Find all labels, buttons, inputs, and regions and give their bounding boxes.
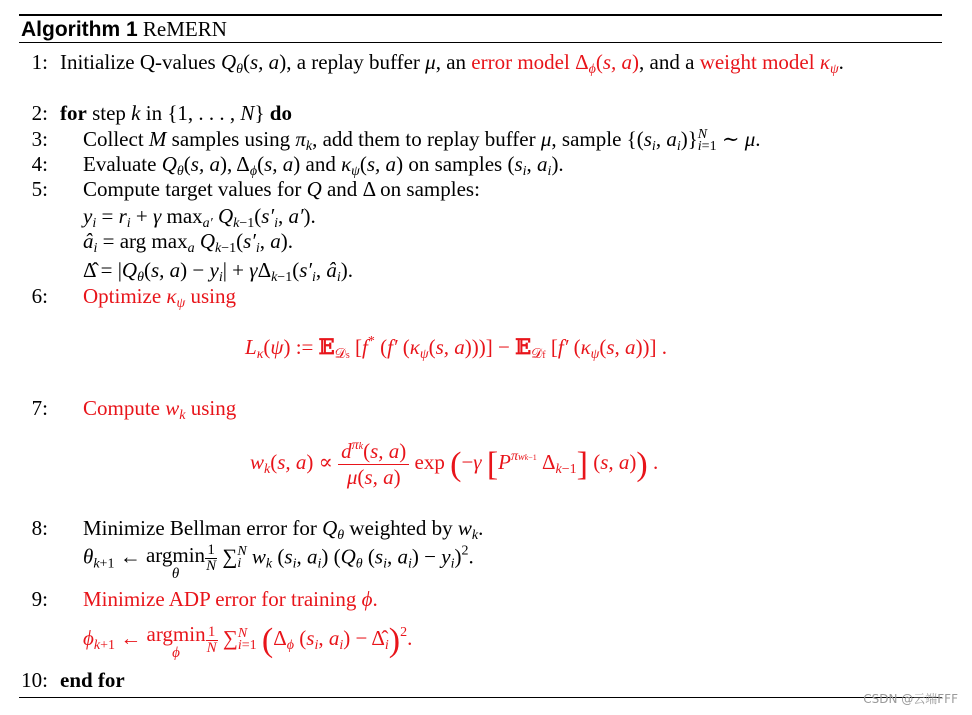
line-9: Minimize ADP error for training ϕ.	[83, 587, 378, 611]
line-7: Compute $w_k$ using	[83, 396, 237, 423]
line-number-10: 10:	[21, 668, 48, 692]
target-y-equation: $y_i = r_i + \gamma$ $\max_{a'} Q_{k-1}(s'_i$, a′).	[83, 204, 316, 231]
line-number-7: 7:	[31, 396, 48, 420]
line-5: Compute target values for Q and Δ on samples:	[83, 177, 480, 201]
weight-equation: $w_k(s$, a) ∝ $\frac{d^{\pi k}(s, a)}{\mu(s, a)}$ exp (−γ [$P^{\pi wk-1}$ $\Delta_{k-1}$] (s, a)) .	[250, 438, 659, 489]
line-6: Optimize $\kappa_\psi$ using	[83, 284, 236, 311]
target-delta-equation: Δ̂ = $|Q_\theta(s$, $a) - y_i| + \gamma\Delta_{k-1}(s'_i$, $â_i$).	[83, 258, 354, 285]
phi-update-equation: $\phi_{k+1}$ ← argmin ϕ $\frac{1}{N}$ ∑N i=1 ($\Delta_\phi$ ($s_i$, $a_i$) − $\Deltâ_i)^2$.	[83, 622, 413, 661]
target-a-equation: $â_i$ = arg $\max_a Q_{k-1}(s'_i$, a).	[83, 229, 294, 256]
bottom-rule	[19, 697, 942, 698]
line-number-4: 4:	[31, 152, 48, 176]
line-number-9: 9:	[31, 587, 48, 611]
line-number-2: 2:	[31, 101, 48, 125]
line-2: for step k in {1, . . . , N} do	[60, 101, 292, 125]
line-8: Minimize Bellman error for $Q_\theta$ weighted by $w_k$.	[83, 516, 484, 543]
theta-update-equation: $\theta_{k+1}$ ← argmin θ $\frac{1}{N}$ ∑N i $w_k$ ($s_i$, $a_i$) ($Q_\theta$ ($s_i$, $a_i) - y_i)^2$.	[83, 542, 474, 582]
line-number-5: 5:	[31, 177, 48, 201]
line-number-6: 6:	[31, 284, 48, 308]
line-number-3: 3:	[31, 127, 48, 151]
top-rule	[19, 14, 942, 16]
line-10: end for	[60, 668, 125, 692]
algorithm-title: Algorithm 1 ReMERN	[21, 17, 227, 41]
line-number-1: 1:	[31, 50, 48, 74]
kappa-loss-equation: $L_\kappa(\psi)$ := 𝔼$_{𝒟s}$ [f* (f′ ($\kappa_\psi(s$, a)))] − 𝔼$_{𝒟f}$ [f′ ($\kappa_\psi(s$, a))] .	[245, 334, 668, 362]
line-1: Initialize Q-values $Q_\theta(s$, a), a replay buffer μ, an error model $\Delta_\phi(s$, a), and a weight model $\kappa_\psi$.	[60, 50, 844, 77]
line-4: Evaluate $Q_\theta(s$, a), $\Delta_\phi(s$, a) and $\kappa_\psi(s$, a) on samples ($s_i$, $a_i$).	[83, 152, 564, 179]
watermark: CSDN @云端FFF	[863, 692, 958, 706]
line-3: Collect M samples using $\pi_k$, add them to replay buffer μ, sample {($s_i$, $a_i)\}N$ i=1 ∼ μ.	[83, 127, 761, 154]
header-rule	[19, 42, 942, 43]
line-number-8: 8:	[31, 516, 48, 540]
